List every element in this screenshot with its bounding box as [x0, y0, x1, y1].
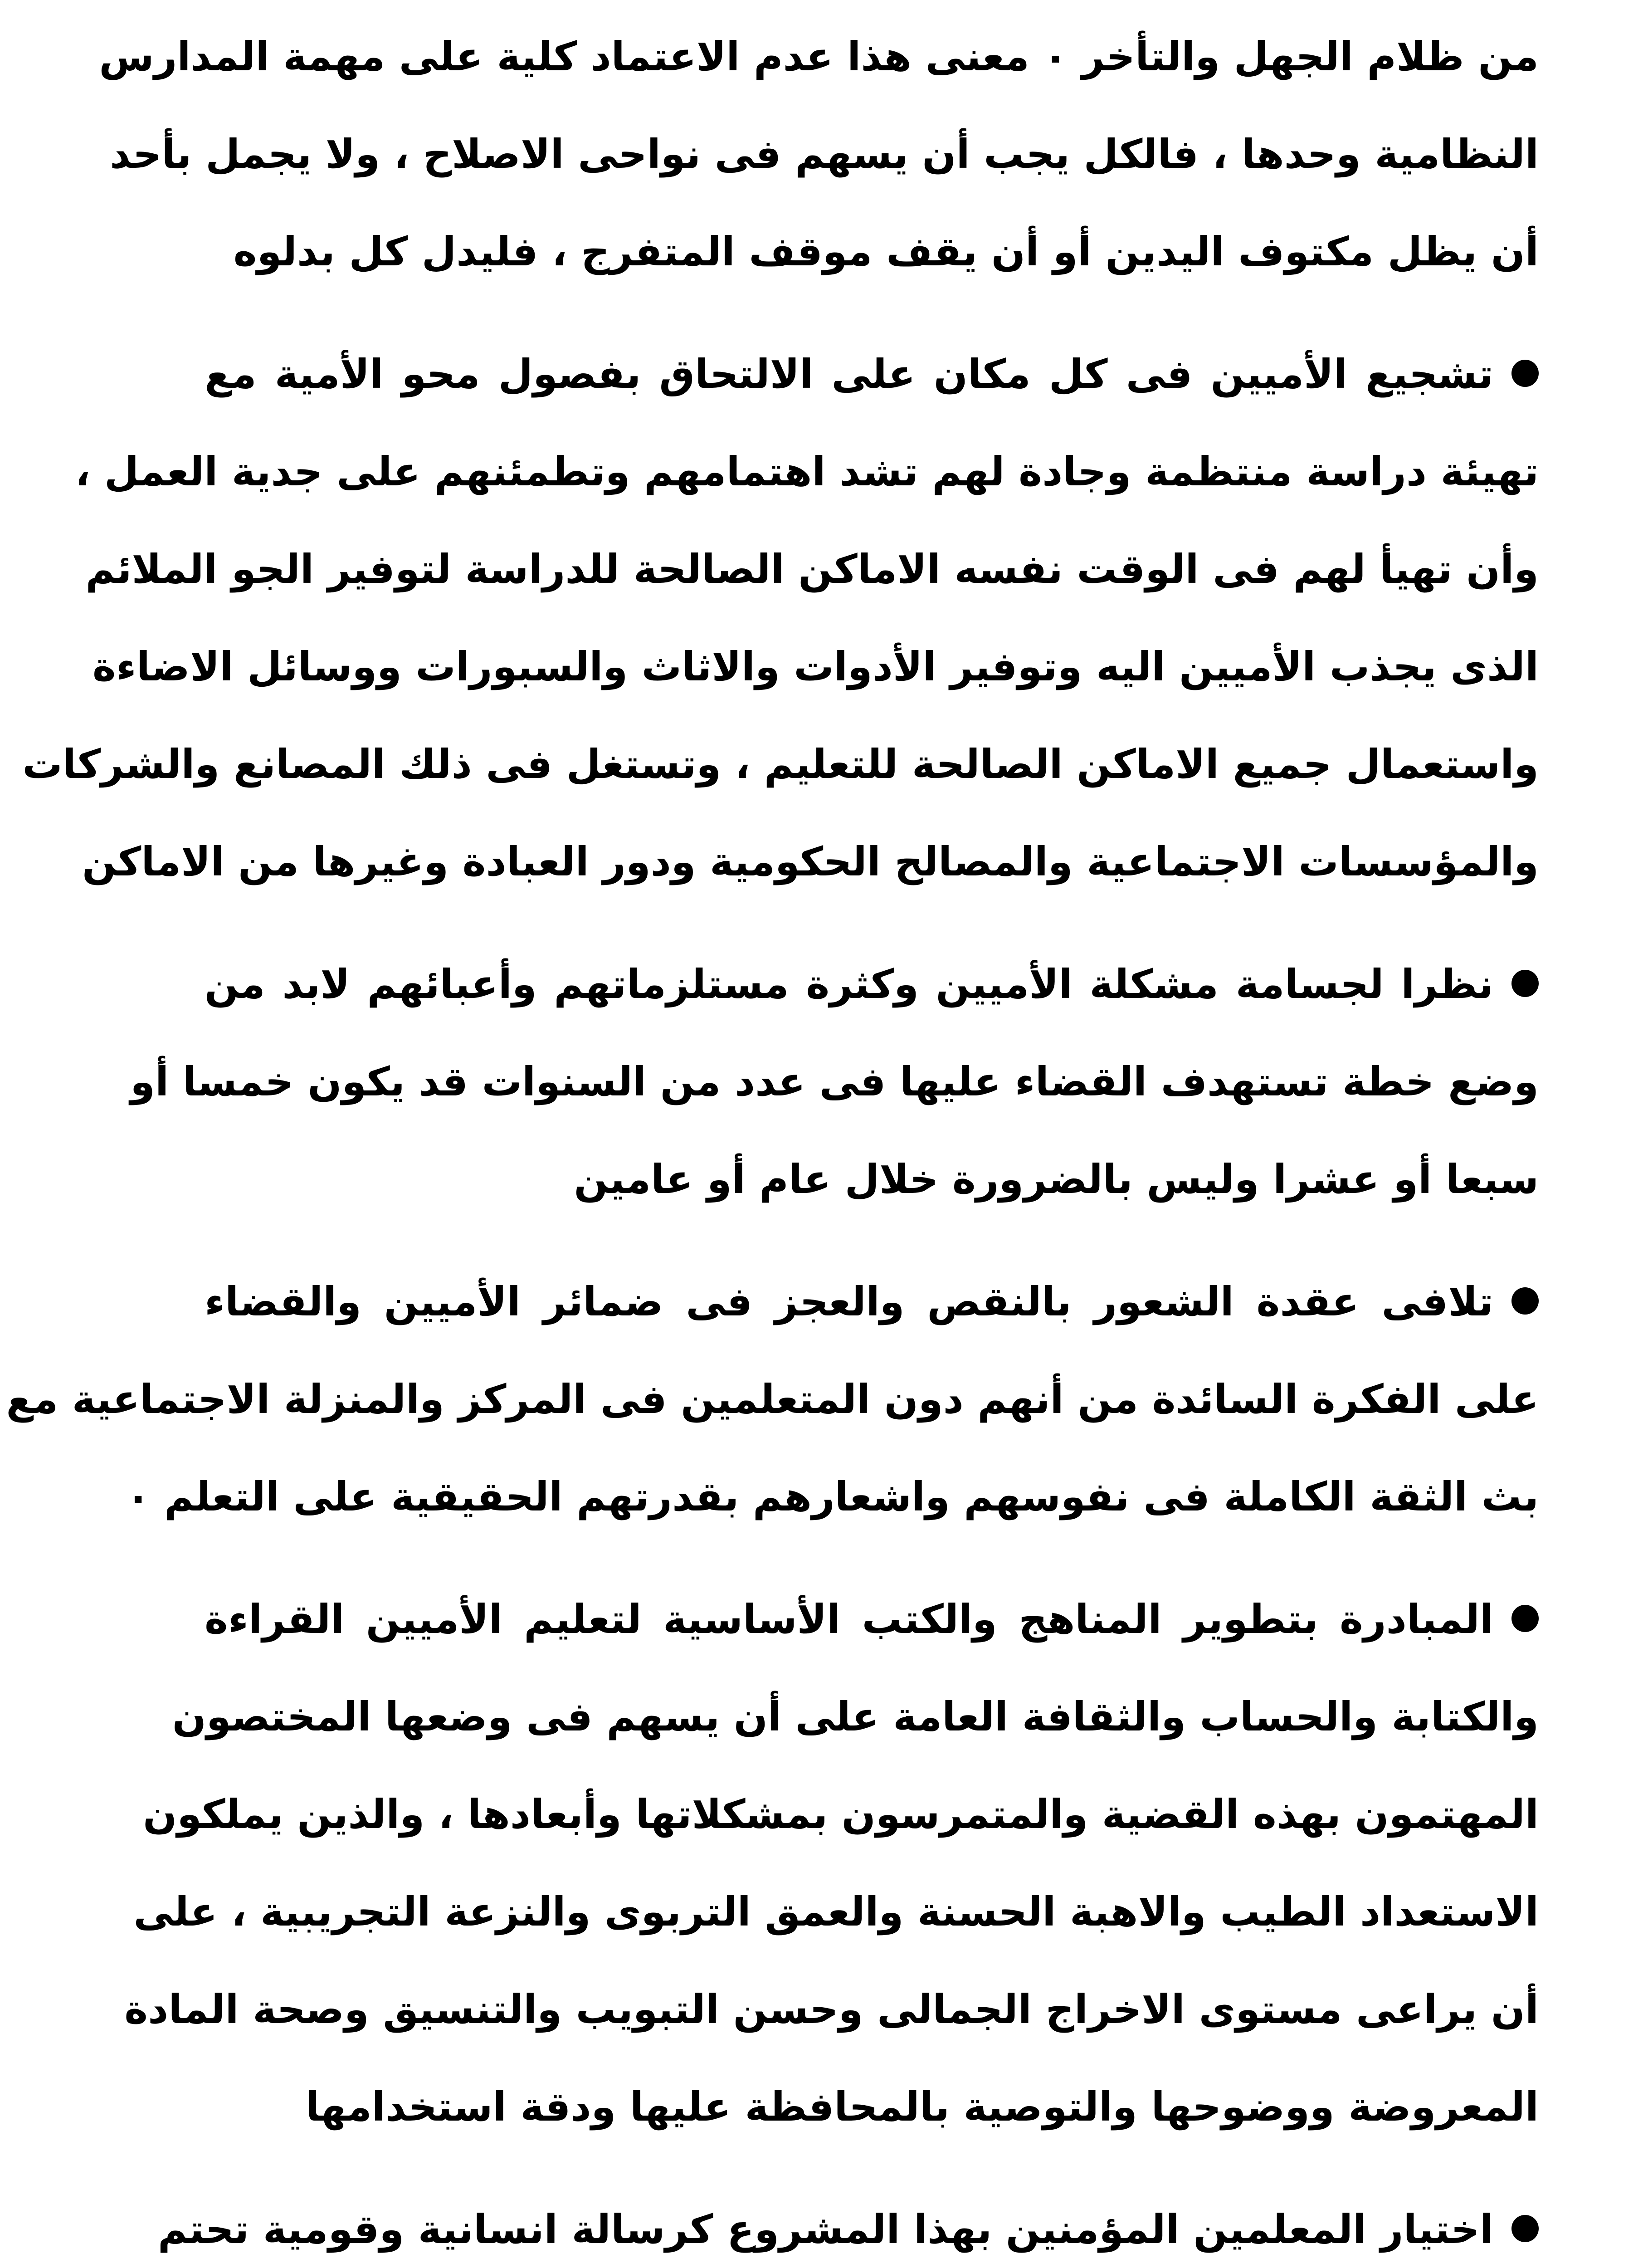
line-text: أن يظل مكتوف اليدين أو أن يقف موقف المتفرج ، فليدل كل بدلوه [233, 228, 1539, 275]
bullet-paragraph [130, 961, 1539, 1254]
line-text: والكتابة والحساب والثقافة العامة على أن يسهم فى وضعها المختصون [172, 1693, 1539, 1740]
text-line [205, 2084, 1539, 2182]
line-text: الذى يجذب الأميين اليه وتوفير الأدوات والاثاث والسبورات ووسائل الاضاءة [92, 643, 1539, 690]
text-line [75, 448, 1539, 547]
bullet-paragraph [22, 351, 1539, 937]
line-text: اختيار المعلمين المؤمنين بهذا المشروع كرسالة انسانية وقومية تحتم [157, 2206, 1493, 2253]
bullet-icon [1511, 360, 1539, 387]
text-line [126, 1473, 1539, 1572]
line-text: نظرا لجسامة مشكلة الأميين وكثرة مستلزماتهم وأعبائهم لابد من [205, 961, 1493, 1007]
text-line [82, 838, 1539, 937]
bullet-icon [1511, 2215, 1539, 2242]
text-line [205, 962, 1539, 1059]
line-text: الاستعداد الطيب والاهبة الحسنة والعمق التربوى والنزعة التجريبية ، على [133, 1888, 1539, 1935]
text-line [143, 1791, 1539, 1889]
text-line [205, 352, 1539, 449]
line-text: سبعا أو عشرا وليس بالضرورة خلال عام أو عامين [574, 1156, 1539, 1202]
text-line [124, 1986, 1539, 2084]
bullet-paragraph [157, 2206, 1539, 2268]
bullet-paragraph [124, 1596, 1539, 2182]
document-page [6, 0, 1643, 2268]
line-text: النظامية وحدها ، فالكل يجب أن يسهم فى نواحى الاصلاح ، ولا يجمل بأحد [110, 131, 1539, 177]
line-text: المبادرة بتطوير المناهج والكتب الأساسية لتعليم الأميين القراءة [205, 1596, 1493, 1642]
bullet-icon [1511, 1287, 1539, 1315]
bullet-icon [1511, 970, 1539, 997]
line-text: من ظلام الجهل والتأخر ٠ معنى هذا عدم الاعتماد كلية على مهمة المدارس [99, 33, 1539, 80]
paragraph [99, 33, 1539, 327]
line-text: أن يراعى مستوى الاخراج الجمالى وحسن التبويب والتنسيق وصحة المادة [124, 1986, 1539, 2033]
text-line [205, 1279, 1539, 1377]
bullet-icon [1511, 1605, 1539, 1632]
line-text: تهيئة دراسة منتظمة وجادة لهم تشد اهتمامهم وتطمئنهم على جدية العمل ، [75, 448, 1539, 495]
line-text: على الفكرة السائدة من أنهم دون المتعلمين فى المركز والمنزلة الاجتماعية مع [6, 1376, 1539, 1422]
text-line [157, 2206, 1539, 2268]
text-line [205, 1597, 1539, 1694]
text-line [99, 33, 1539, 132]
line-text: وضع خطة تستهدف القضاء عليها فى عدد من السنوات قد يكون خمسا أو [130, 1058, 1539, 1105]
text-line [92, 643, 1539, 742]
text-line [85, 546, 1539, 644]
text-line [22, 741, 1539, 839]
line-text: والمؤسسات الاجتماعية والمصالح الحكومية ودور العبادة وغيرها من الاماكن [82, 838, 1539, 885]
line-text: بث الثقة الكاملة فى نفوسهم واشعارهم بقدرتهم الحقيقية على التعلم ٠ [126, 1473, 1539, 1520]
text-line [205, 1157, 1539, 1254]
line-text: تلافى عقدة الشعور بالنقص والعجز فى ضمائر الأميين والقضاء [205, 1278, 1493, 1325]
text-line [205, 229, 1539, 327]
text-line [133, 1888, 1539, 1987]
text-line [172, 1693, 1539, 1792]
line-text: المهتمون بهذه القضية والمتمرسون بمشكلاتها وأبعادها ، والذين يملكون [143, 1791, 1539, 1838]
line-text: واستعمال جميع الاماكن الصالحة للتعليم ، وتستغل فى ذلك المصانع والشركات [22, 741, 1539, 787]
text-line [130, 1058, 1539, 1157]
paragraph-container [6, 33, 1539, 2268]
line-text: المعروضة ووضوحها والتوصية بالمحافظة عليها ودقة استخدامها [306, 2083, 1539, 2130]
text-line [6, 1376, 1539, 1474]
text-line [110, 131, 1539, 229]
line-text: تشجيع الأميين فى كل مكان على الالتحاق بفصول محو الأمية مع [205, 351, 1493, 397]
bullet-paragraph [6, 1278, 1539, 1572]
line-text: وأن تهيأ لهم فى الوقت نفسه الاماكن الصالحة للدراسة لتوفير الجو الملائم [85, 546, 1539, 592]
